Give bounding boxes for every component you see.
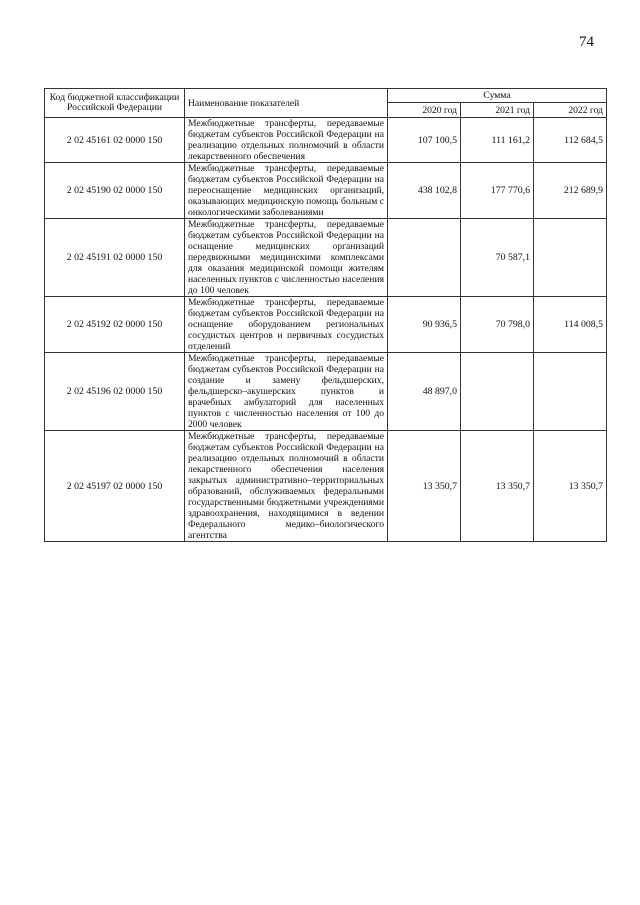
row-amount-2020: 13 350,7: [388, 431, 461, 542]
table-row: [45, 431, 607, 542]
row-amount-2022: 13 350,7: [534, 431, 607, 542]
row-amount-2020: 107 100,5: [388, 118, 461, 163]
row-name: Межбюджетные трансферты, передаваемые бюджетам субъектов Российской Федерации на реализацию отдельных полномочий в области лекарственного обеспечения: [185, 118, 388, 163]
row-amount-2021: 177 770,6: [461, 163, 534, 219]
row-amount-2021: 13 350,7: [461, 431, 534, 542]
page-number: 74: [579, 34, 594, 50]
budget-table: [44, 88, 607, 542]
row-code: 2 02 45196 02 0000 150: [45, 353, 185, 431]
row-code: 2 02 45191 02 0000 150: [45, 219, 185, 297]
row-amount-2020: 90 936,5: [388, 297, 461, 353]
table-row: [45, 163, 607, 219]
row-amount-2022: [534, 353, 607, 431]
row-amount-2022: [534, 219, 607, 297]
row-name: Межбюджетные трансферты, передаваемые бюджетам субъектов Российской Федерации на реализацию отдельных полномочий в области лекарственного обеспечения населения закрытых административно–территориальных образований, обслуживаемых федеральными государственными бюджетными учреждениями здравоохранения, находящимися в ведении Федерального медико–биологического агентства: [185, 431, 388, 542]
row-amount-2021: 70 587,1: [461, 219, 534, 297]
row-name: Межбюджетные трансферты, передаваемые бюджетам субъектов Российской Федерации на оснащение оборудованием региональных сосудистых центров и первичных сосудистых отделений: [185, 297, 388, 353]
row-name: Межбюджетные трансферты, передаваемые бюджетам субъектов Российской Федерации на создание и замену фельдшерских, фельдшерско–акушерских пунктов и врачебных амбулаторий для населенных пунктов с численностью населения от 100 до 2000 человек: [185, 353, 388, 431]
header-name: Наименование показателей: [185, 89, 388, 118]
row-code: 2 02 45197 02 0000 150: [45, 431, 185, 542]
row-amount-2022: 112 684,5: [534, 118, 607, 163]
row-amount-2022: 212 689,9: [534, 163, 607, 219]
row-amount-2021: 70 798,0: [461, 297, 534, 353]
row-name: Межбюджетные трансферты, передаваемые бюджетам субъектов Российской Федерации на оснащение медицинских организаций передвижными медицинскими комплексами для оказания медицинской помощи жителям населенных пунктов с численностью населения до 100 человек: [185, 219, 388, 297]
table-row: [45, 118, 607, 163]
row-amount-2020: 48 897,0: [388, 353, 461, 431]
header-year-2022: 2022 год: [534, 103, 607, 118]
row-amount-2022: 114 008,5: [534, 297, 607, 353]
row-amount-2021: [461, 353, 534, 431]
header-year-2021: 2021 год: [461, 103, 534, 118]
table-row: [45, 353, 607, 431]
header-sum: Сумма: [388, 89, 607, 103]
row-name: Межбюджетные трансферты, передаваемые бюджетам субъектов Российской Федерации на переоснащение медицинских организаций, оказывающих медицинскую помощь больным с онкологическими заболеваниями: [185, 163, 388, 219]
row-code: 2 02 45190 02 0000 150: [45, 163, 185, 219]
row-amount-2020: [388, 219, 461, 297]
table-row: [45, 297, 607, 353]
header-row: [45, 89, 607, 103]
header-year-2020: 2020 год: [388, 103, 461, 118]
row-code: 2 02 45161 02 0000 150: [45, 118, 185, 163]
row-amount-2020: 438 102,8: [388, 163, 461, 219]
header-code: Код бюджетной классификации Российской Федерации: [45, 89, 185, 118]
table-row: [45, 219, 607, 297]
row-amount-2021: 111 161,2: [461, 118, 534, 163]
row-code: 2 02 45192 02 0000 150: [45, 297, 185, 353]
